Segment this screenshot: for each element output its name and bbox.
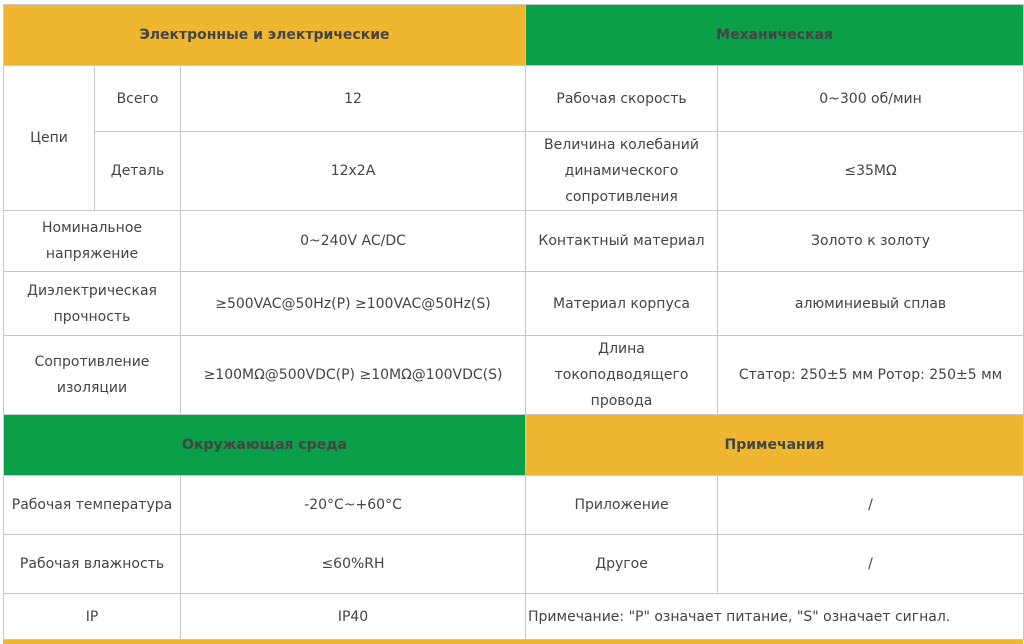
table-row xyxy=(4,535,1024,594)
housing-material-value: алюминиевый сплав xyxy=(718,272,1024,336)
humidity-label: Рабочая влажность xyxy=(4,535,181,594)
header-row-bottom xyxy=(4,415,1024,476)
insulation-value: ≥100MΩ@500VDC(P) ≥10MΩ@100VDC(S) xyxy=(181,336,526,415)
table-row xyxy=(4,272,1024,336)
table-row xyxy=(4,476,1024,535)
dynamic-resistance-label: Величина колебаний динамического сопротивления xyxy=(526,132,718,211)
rated-voltage-value: 0~240V AC/DC xyxy=(181,211,526,272)
dielectric-label: Диэлектрическая прочность xyxy=(4,272,181,336)
note-text: Примечание: "P" означает питание, "S" означает сигнал. xyxy=(526,594,1024,640)
detail-value: 12x2A xyxy=(181,132,526,211)
speed-label: Рабочая скорость xyxy=(526,66,718,132)
circuits-label: Цепи xyxy=(4,66,95,211)
application-label: Приложение xyxy=(526,476,718,535)
temperature-label: Рабочая температура xyxy=(4,476,181,535)
table-row xyxy=(4,336,1024,415)
table-row xyxy=(4,132,1024,211)
dynamic-resistance-value: ≤35MΩ xyxy=(718,132,1024,211)
spec-table xyxy=(3,4,1024,640)
contact-material-label: Контактный материал xyxy=(526,211,718,272)
notes-header: Примечания xyxy=(526,415,1024,476)
other-value: / xyxy=(718,535,1024,594)
insulation-label: Сопротивление изоляции xyxy=(4,336,181,415)
temperature-value: -20°C~+60°C xyxy=(181,476,526,535)
humidity-value: ≤60%RH xyxy=(181,535,526,594)
environment-header: Окружающая среда xyxy=(4,415,526,476)
table-row xyxy=(4,594,1024,640)
header-row-top xyxy=(4,5,1024,66)
dielectric-value: ≥500VAC@50Hz(P) ≥100VAC@50Hz(S) xyxy=(181,272,526,336)
contact-material-value: Золото к золоту xyxy=(718,211,1024,272)
total-value: 12 xyxy=(181,66,526,132)
bottom-accent-strip xyxy=(3,640,1023,644)
table-row xyxy=(4,211,1024,272)
total-label: Всего xyxy=(95,66,181,132)
ip-value: IP40 xyxy=(181,594,526,640)
mechanical-header: Механическая xyxy=(526,5,1024,66)
rated-voltage-label: Номинальное напряжение xyxy=(4,211,181,272)
lead-length-value: Статор: 250±5 мм Ротор: 250±5 мм xyxy=(718,336,1024,415)
table-row xyxy=(4,66,1024,132)
housing-material-label: Материал корпуса xyxy=(526,272,718,336)
detail-label: Деталь xyxy=(95,132,181,211)
speed-value: 0~300 об/мин xyxy=(718,66,1024,132)
lead-length-label: Длина токоподводящего провода xyxy=(526,336,718,415)
electrical-header: Электронные и электрические xyxy=(4,5,526,66)
other-label: Другое xyxy=(526,535,718,594)
ip-label: IP xyxy=(4,594,181,640)
application-value: / xyxy=(718,476,1024,535)
